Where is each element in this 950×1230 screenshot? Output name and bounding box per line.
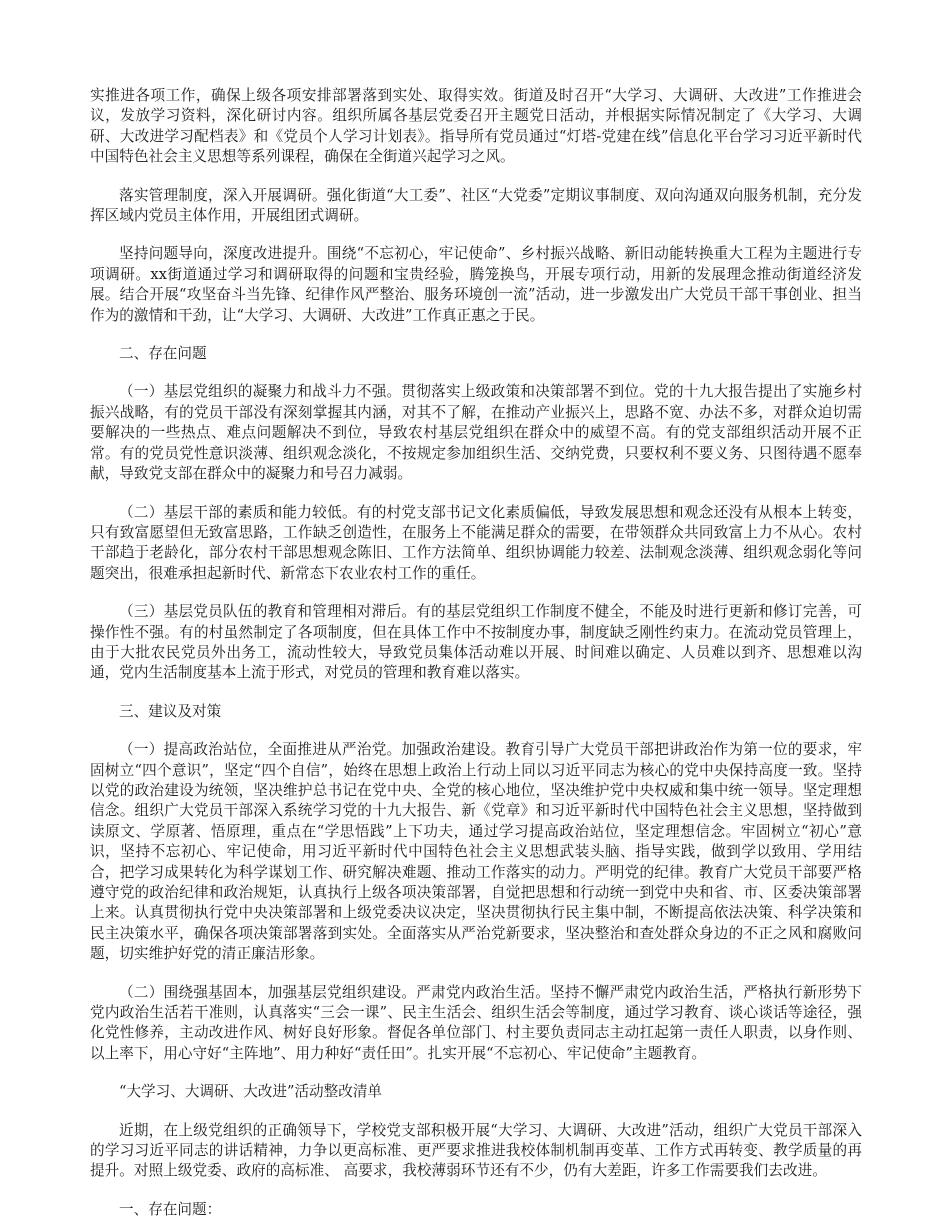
paragraph-management-system: 落实管理制度，深入开展调研。强化街道“大工委”、社区“大党委”定期议事制度、双向沟通双向服务机制，充分发挥区域内党员主体作用，开展组团式调研。 (90, 186, 862, 225)
section-heading-rectification-list: “大学习、大调研、大改进”活动整改清单 (119, 1083, 383, 1101)
section-heading-problems: 二、存在问题 (119, 345, 207, 363)
paragraph-problem-3: （三）基层党员队伍的教育和管理相对滞后。有的基层党组织工作制度不健全，不能及时进行更新和修订完善，可操作性不强。有的村虽然制定了各项制度，但在具体工作中不按制度办事，制度缺乏刚性约束力。在流动党员管理上，由于大批农民党员外出务工，流动性较大，导致党员集体活动难以开展、时间难以确定、人员难以到齐、思想难以沟通，党内生活制度基本上流于形式，对党员的管理和教育难以落实。 (90, 603, 862, 682)
paragraph-problem-1: （一）基层党组织的凝聚力和战斗力不强。贯彻落实上级政策和决策部署不到位。党的十九大报告提出了实施乡村振兴战略，有的党员干部没有深刻掌握其内涵，对其不了解，在推动产业振兴上，思路不宽、办法不多，对群众迫切需要解决的一些热点、难点问题解决不到位，导致农村基层党组织在群众中的威望不高。有的党支部组织活动开展不正常。有的党员党性意识淡薄、组织观念淡化，不按规定参加组织生活、交纳党费，只要权利不要义务、只图待遇不愿奉献，导致党支部在群众中的凝聚力和号召力减弱。 (90, 383, 862, 483)
paragraph-suggestion-2: （二）围绕强基固本，加强基层党组织建设。严肃党内政治生活。坚持不懈严肃党内政治生活，严格执行新形势下党内政治生活若干准则，认真落实“三会一课”、民主生活会、组织生活会等制度，通过学习教育、谈心谈话等途径，强化党性修养，主动改进作风、树好良好形象。督促各单位部门、村主要负责同志主动扛起第一责任人职责，以身作则、以上率下，用心守好“主阵地”、用力种好“责任田”。扎实开展“不忘初心、牢记使命”主题教育。 (90, 983, 862, 1062)
paragraph-problem-orientation: 坚持问题导向，深度改进提升。围绕“不忘初心，牢记使命”、乡村振兴战略、新旧动能转换重大工程为主题进行专项调研。xx街道通过学习和调研取得的问题和宝贵经验，腾笼换鸟，开展专项行动，用新的发展理念推动街道经济发展。结合开展“攻坚奋斗当先锋、纪律作风严整治、服务环境创一流”活动，进一步激发出广大党员干部干事创业、担当作为的激情和干劲，让“大学习、大调研、大改进”工作真正惠之于民。 (90, 245, 862, 324)
paragraph-intro-continued: 实推进各项工作，确保上级各项安排部署落到实处、取得实效。街道及时召开“大学习、大调研、大改进”工作推进会议，发放学习资料，深化研讨内容。组织所属各基层党委召开主题党日活动，并根据实际情况制定了《大学习、大调研、大改进学习配档表》和《党员个人学习计划表》。指导所有党员通过“灯塔-党建在线”信息化平台学习习近平新时代中国特色社会主义思想等系列课程，确保在全街道兴起学习之风。 (90, 87, 862, 166)
section-heading-suggestions: 三、建议及对策 (119, 702, 222, 720)
paragraph-suggestion-1: （一）提高政治站位，全面推进从严治党。加强政治建设。教育引导广大党员干部把讲政治作为第一位的要求，牢固树立“四个意识”，坚定“四个自信”，始终在思想上政治上行动上同以习近平同志为核心的党中央保持高度一致。坚持以党的政治建设为统领，坚决维护总书记在党中央、全党的核心地位，坚决维护党中央权威和集中统一领导。坚定理想信念。组织广大党员干部深入系统学习党的十九大报告、新《党章》和习近平新时代中国特色社会主义思想，坚持做到读原文、学原著、悟原理，重点在“学思悟践”上下功夫，通过学习提高政治站位，坚定理想信念。牢固树立“初心”意识，坚持不忘初心、牢记使命，用习近平新时代中国特色社会主义思想武装头脑、指导实践，做到学以致用、学用结合，把学习成果转化为科学谋划工作、研究解决难题、推动工作落实的动力。严明党的纪律。教育广大党员干部要严格遵守党的政治纪律和政治规矩，认真执行上级各项决策部署，自觉把思想和行动统一到党中央和省、市、区委决策部署上来。认真贯彻执行党中央决策部署和上级党委决议决定，坚决贯彻执行民主集中制，不断提高依法决策、科学决策和民主决策水平，确保各项决策部署落到实处。全面落实从严治党新要求，坚决整治和查处群众身边的不正之风和腐败问题，切实维护好党的清正廉洁形象。 (90, 741, 862, 963)
section-heading-existing-problems: 一、存在问题： (119, 1200, 222, 1218)
paragraph-recent-activity: 近期，在上级党组织的正确领导下，学校党支部积极开展“大学习、大调研、大改进”活动，组织广大党员干部深入的学习习近平同志的讲话精神，力争以更高标准、更严要求推进我校体制机制再变革、工作方式再转变、教学质量的再提升。对照上级党委、政府的高标准、 高要求，我校薄弱环节还有不少，仍有大差距，许多工作需要我们去改进。 (90, 1121, 862, 1180)
paragraph-problem-2: （二）基层干部的素质和能力较低。有的村党支部书记文化素质偏低，导致发展思想和观念还没有从根本上转变，只有致富愿望但无致富思路，工作缺乏创造性，在服务上不能满足群众的需要，在带领群众共同致富上力不从心。农村干部趋于老龄化，部分农村干部思想观念陈旧、工作方法简单、组织协调能力较差、法制观念淡薄、组织观念弱化等问题突出，很难承担起新时代、新常态下农业农村工作的重任。 (90, 503, 862, 582)
